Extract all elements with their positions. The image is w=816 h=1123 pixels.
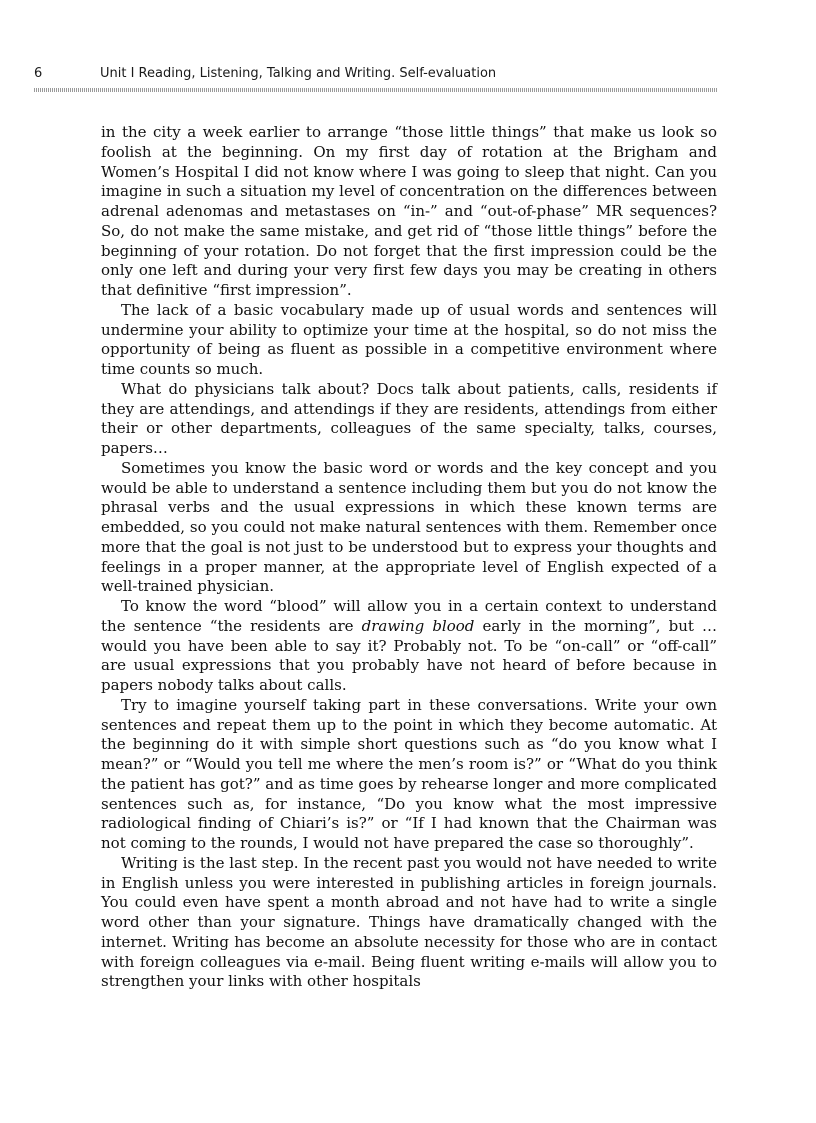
running-head: Unit I Reading, Listening, Talking and Writing. Self-evaluation <box>100 66 497 81</box>
paragraph-blood-example-start: To know the word “blood” will allow you in a certain context to understand the sentence “the residents are <box>101 597 717 635</box>
paragraph-phrasal-verbs: Sometimes you know the basic word or words and the key concept and you would be able to understand a sentence including them but you do not know the phrasal verbs and the usual expressions in which these known terms are embedded, so you could not make natural sentences with them. Remember once more that the goal is not just to be understood but to express your thoughts and feelings in a proper manner, at the appropriate level of English expected of a well-trained physician. <box>101 458 717 596</box>
paragraph-conversations: Try to imagine yourself taking part in these conversations. Write your own sentences and repeat them up to the point in which they become automatic. At the beginning do it with simple short questions such as “do you know what I mean?” or “Would you tell me where the men’s room is?” or “What do you think the patient has got?” and as time goes by rehearse longer and more complicated sentences such as, for instance, “Do you know what the most impressive radiological finding of Chiari’s is?” or “If I had known that the Chairman was not coming to the rounds, I would not have prepared the case so thoroughly”. <box>101 695 717 852</box>
header-rule <box>34 88 718 92</box>
page-header <box>34 66 718 86</box>
paragraph-continuation: in the city a week earlier to arrange “those little things” that make us look so foolish at the beginning. On my first day of rotation at the Brigham and Women’s Hospital I did not know where I was going to sleep that night. Can you imagine in such a situation my level of concentration on the differences between adrenal adenomas and metastases on “in-” and “out-of-phase” MR sequences? So, do not make the same mistake, and get rid of “those little things” before the beginning of your rotation. Do not forget that the first impression could be the only one left and during your very first few days you may be creating in others that definitive “first impression”. <box>101 123 717 299</box>
paragraph-blood-example-end: early in the morning”, but … would you have been able to say it? Probably not. To be “on-call” or “off-call” are usual expressions that you probably have not heard of before because in papers nobody talks about calls. <box>101 616 717 694</box>
paragraph-writing: Writing is the last step. In the recent past you would not have needed to write in English unless you were interested in publishing articles in foreign journals. You could even have spent a month abroad and not have had to write a single word other than your signature. Things have dramatically changed with the internet. Writing has become an absolute necessity for those who are in contact with foreign colleagues via e-mail. Being fluent writing e-mails will allow you to strengthen your links with other hospitals <box>101 853 717 991</box>
paragraph-vocabulary: The lack of a basic vocabulary made up of usual words and sentences will undermine your ability to optimize your time at the hospital, so do not miss the opportunity of being as fluent as possible in a competitive environment where time counts so much. <box>101 300 717 378</box>
page-number: 6 <box>34 66 43 81</box>
body-text <box>101 123 717 992</box>
paragraph-blood-example <box>101 597 717 696</box>
paragraph-topics: What do physicians talk about? Docs talk about patients, calls, residents if they are attendings, and attendings if they are residents, attendings from either their or other departments, colleagues of the same specialty, talks, courses, papers… <box>101 379 717 457</box>
emphasized-phrase: drawing blood <box>361 616 475 635</box>
